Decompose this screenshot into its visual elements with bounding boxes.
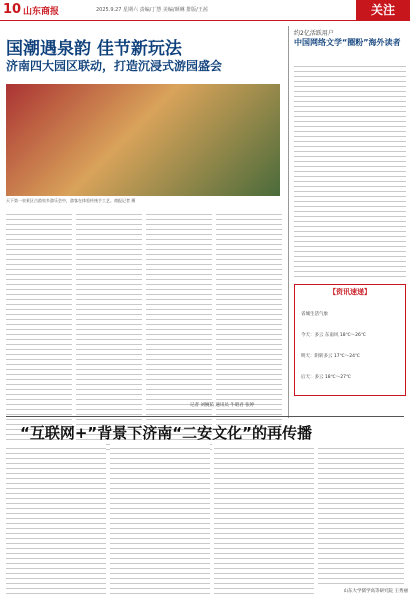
column-divider bbox=[288, 26, 289, 418]
corner-section-tag: 关注 bbox=[356, 0, 410, 20]
byline: 记者 刘婉茹 通讯员 牛昭君 张婷 bbox=[190, 403, 255, 408]
brief-line: 今天：多云 东南风 18℃～26℃ bbox=[301, 333, 366, 338]
lead-body-column bbox=[6, 210, 72, 450]
brief-line: 省城生活气象 bbox=[301, 312, 328, 317]
section-divider bbox=[6, 416, 404, 417]
lead-subheadline: 济南四大园区联动，打造沉浸式游园盛会 bbox=[6, 59, 223, 73]
second-story-credit: 山东大学儒学高等研究院 王秀丽 bbox=[343, 589, 408, 594]
second-body-column bbox=[214, 444, 314, 598]
second-body-column bbox=[110, 444, 210, 598]
lead-headline: 国潮遇泉韵 佳节新玩法 bbox=[6, 39, 182, 59]
dateline: 2025.9.27 星期六 责编/丁慧 美编/颜琳 排版/王茜 bbox=[96, 7, 208, 13]
second-body-column bbox=[318, 444, 404, 584]
lead-photo bbox=[6, 84, 280, 196]
side-story-body bbox=[294, 62, 406, 278]
page-number: 10 bbox=[3, 2, 22, 17]
brief-line: 明天：阴转多云 17℃～24℃ bbox=[301, 354, 360, 359]
side-story-kicker: 约2亿活跃用户 bbox=[294, 30, 334, 37]
section-name: 山东商报 bbox=[23, 7, 60, 17]
brief-line: 后天：多云 18℃～27℃ bbox=[301, 375, 351, 380]
side-story-headline: 中国网络文学“圈粉”海外读者 bbox=[294, 38, 401, 47]
news-brief-title: 【资讯速递】 bbox=[329, 288, 371, 296]
lead-body-column bbox=[146, 210, 212, 450]
second-headline: “互联网+”背景下济南“二安文化”的再传播 bbox=[20, 424, 313, 442]
news-brief-box bbox=[294, 284, 406, 396]
second-body-column bbox=[6, 444, 106, 598]
lead-body-column bbox=[216, 210, 282, 450]
lead-body-column bbox=[76, 210, 142, 450]
photo-caption: 天下第一泉景区古韵泉乡游乐会中，游客在体验传统手工艺。商报记者 摄 bbox=[6, 198, 136, 203]
news-brief-lines bbox=[301, 297, 401, 395]
